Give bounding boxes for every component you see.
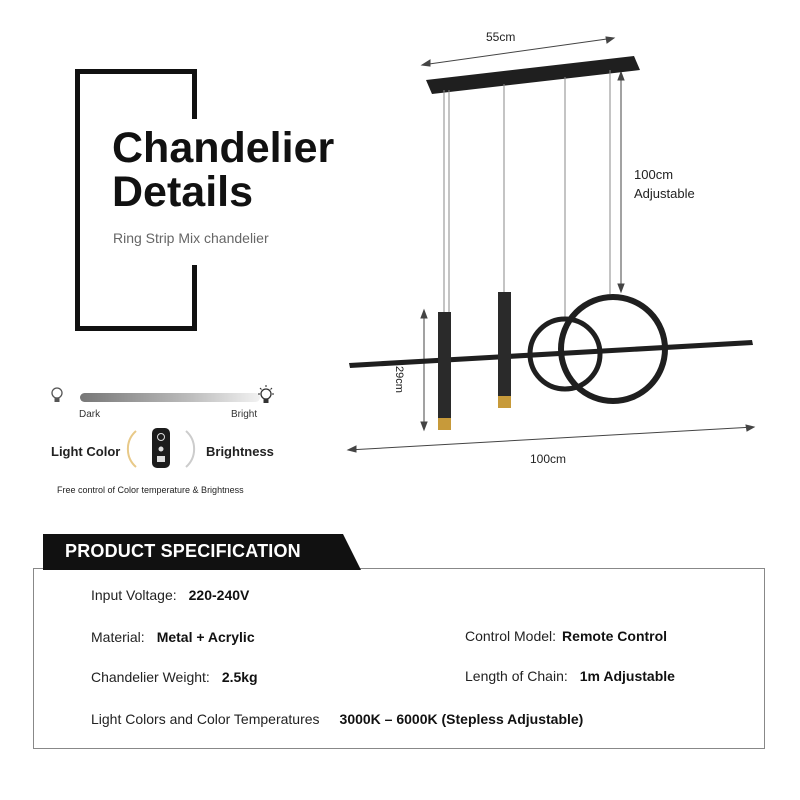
spec-value: Remote Control bbox=[562, 628, 668, 644]
dim-drop-note: Adjustable bbox=[634, 186, 695, 201]
spec-key: Control Model: bbox=[465, 628, 557, 644]
free-control-note: Free control of Color temperature & Brightness bbox=[57, 485, 244, 495]
spec-value: 220-240V bbox=[188, 587, 250, 603]
pendant-cylinder-left-tip bbox=[438, 418, 451, 430]
pendant-cylinder-right bbox=[498, 292, 511, 396]
spec-value: 2.5kg bbox=[221, 669, 258, 685]
spec-value: 1m Adjustable bbox=[579, 668, 675, 684]
title-line-1: Chandelier bbox=[112, 124, 335, 172]
suspension-wires bbox=[444, 70, 610, 318]
dark-bulb-icon bbox=[47, 385, 67, 405]
spec-key: Light Colors and Color Temperatures bbox=[91, 711, 320, 727]
dimension-arrows bbox=[348, 37, 754, 452]
pendant-cylinder-right-tip bbox=[498, 396, 511, 408]
dark-label: Dark bbox=[79, 409, 101, 420]
spec-value: Metal + Acrylic bbox=[156, 629, 255, 645]
spec-heading: PRODUCT SPECIFICATION bbox=[65, 541, 301, 561]
brightness-label: Brightness bbox=[206, 444, 274, 459]
dim-drop-value: 100cm bbox=[634, 167, 674, 182]
dim-width-top: 55cm bbox=[486, 30, 516, 44]
spec-key: Input Voltage: bbox=[91, 587, 177, 603]
width-bottom-arrow bbox=[348, 427, 754, 450]
remote-control-icon bbox=[124, 423, 198, 473]
spec-light-colors bbox=[91, 711, 583, 727]
spec-material bbox=[91, 629, 255, 645]
dim-width-bottom: 100cm bbox=[530, 452, 567, 466]
spec-key: Material: bbox=[91, 629, 145, 645]
bright-bulb-icon bbox=[255, 384, 277, 406]
pendant-cylinder-left bbox=[438, 312, 451, 418]
title-line-2: Details bbox=[112, 168, 254, 216]
bright-label: Bright bbox=[231, 409, 258, 420]
light-color-label: Light Color bbox=[51, 444, 121, 459]
spec-key: Chandelier Weight: bbox=[91, 669, 210, 685]
spec-chain-length bbox=[465, 668, 675, 684]
spec-weight bbox=[91, 669, 258, 685]
width-top-arrow bbox=[422, 38, 614, 65]
spec-control-model bbox=[465, 628, 667, 644]
dim-height-small: 29cm bbox=[393, 366, 405, 393]
spec-key: Length of Chain: bbox=[465, 668, 568, 684]
light-bar bbox=[349, 340, 753, 368]
page-subtitle: Ring Strip Mix chandelier bbox=[113, 230, 269, 246]
ceiling-canopy bbox=[426, 56, 640, 94]
brightness-gradient bbox=[80, 393, 260, 402]
spec-input-voltage bbox=[91, 587, 249, 603]
spec-value: 3000K – 6000K (Stepless Adjustable) bbox=[339, 711, 584, 727]
